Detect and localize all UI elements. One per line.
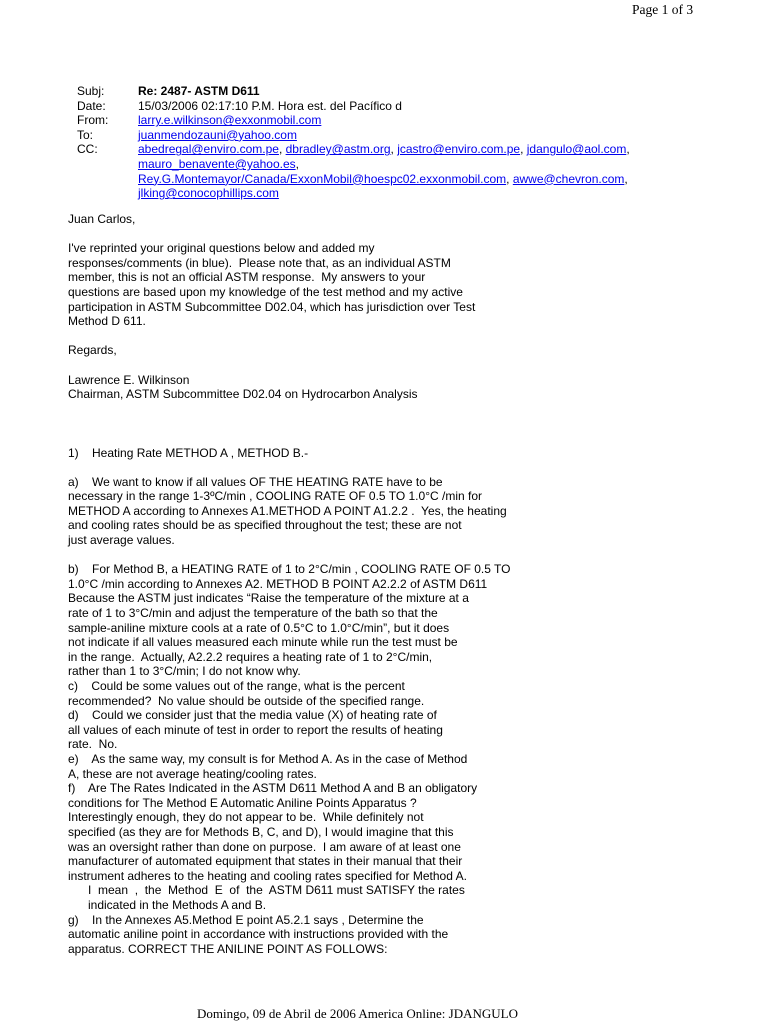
subject-value: Re: 2487- ASTM D611 xyxy=(138,84,260,98)
date-value: 15/03/2006 02:17:10 P.M. Hora est. del Pacífico d xyxy=(138,98,402,113)
text-line: necessary in the range 1-3ºC/min , COOLING RATE OF 0.5 TO 1.0°C /min for xyxy=(68,489,482,504)
cc-email-link[interactable]: abedregal@enviro.com.pe xyxy=(138,142,279,157)
cc-email-link[interactable]: jlking@conocophillips.com xyxy=(138,186,279,201)
page-number: Page 1 of 3 xyxy=(632,2,694,17)
greeting: Juan Carlos, xyxy=(68,212,136,226)
text-line: just average values. xyxy=(68,533,175,548)
email-header xyxy=(77,84,630,201)
regards: Regards, xyxy=(68,343,117,358)
text-line: b) For Method B, a HEATING RATE of 1 to 2°C/min , COOLING RATE OF 0.5 TO xyxy=(68,562,511,577)
text-line: questions are based upon my knowledge of the test method and my active xyxy=(68,284,463,299)
cc-email-link[interactable]: Rey.G.Montemayor/Canada/ExxonMobil@hoespc02.exxonmobil.com xyxy=(138,171,507,186)
questions-b-to-g xyxy=(68,562,548,956)
cc-list: abedregal@enviro.com.pe, dbradley@astm.org, jcastro@enviro.com.pe, jdangulo@aol.com, mauro_benavente@yahoo.es, Rey.G.Montemayor/Canada/ExxonMobil@hoespc02.exxonmobil.com, awwe@chevron.com, jlking@conocophillips.com xyxy=(138,142,630,201)
text-line: all values of each minute of test in order to report the results of heating xyxy=(68,722,443,737)
to-row xyxy=(77,128,630,143)
email-body xyxy=(68,212,548,956)
subject-row xyxy=(77,84,630,99)
section-title-text: 1) Heating Rate METHOD A , METHOD B.- xyxy=(68,445,309,460)
from-label: From: xyxy=(77,113,109,128)
footer-text: Domingo, 09 de Abril de 2006 America Online: JDANGULO xyxy=(197,1006,518,1021)
text-line: in the range. Actually, A2.2.2 requires a heating rate of 1 to 2°C/min, xyxy=(68,649,433,664)
text-line: rate of 1 to 3°C/min and adjust the temperature of the bath so that the xyxy=(68,606,438,621)
text-line: and cooling rates should be as specified throughout the test; these are not xyxy=(68,518,462,533)
cc-row xyxy=(77,142,630,200)
text-line: instrument adheres to the heating and cooling rates specified for Method A. xyxy=(68,868,467,883)
from-email-link[interactable]: larry.e.wilkinson@exxonmobil.com xyxy=(138,113,322,128)
text-line: rather than 1 to 3°C/min; I do not know why. xyxy=(68,664,301,679)
text-line: e) As the same way, my consult is for Method A. As in the case of Method xyxy=(68,751,468,766)
cc-label: CC: xyxy=(77,142,98,157)
text-line: c) Could be some values out of the range, what is the percent xyxy=(68,679,405,694)
cc-email-link[interactable]: jdangulo@aol.com xyxy=(526,142,627,157)
text-line: Interestingly enough, they do not appear to be. While definitely not xyxy=(68,810,424,825)
text-line: was an oversight rather than done on purpose. I am aware of at least one xyxy=(68,839,461,854)
text-line: responses/comments (in blue). Please note that, as an individual ASTM xyxy=(68,255,451,270)
text-line: not indicate if all values measured each minute while run the test must be xyxy=(68,635,458,650)
text-line: recommended? No value should be outside of the specified range. xyxy=(68,693,425,708)
signature-name: Lawrence E. Wilkinson xyxy=(68,372,190,387)
date-label: Date: xyxy=(77,98,106,113)
cc-email-link[interactable]: awwe@chevron.com xyxy=(512,171,625,186)
text-line: d) Could we consider just that the media value (X) of heating rate of xyxy=(68,708,437,723)
cc-email-link[interactable]: jcastro@enviro.com.pe xyxy=(397,142,521,157)
signature-block xyxy=(68,373,548,402)
text-line: member, this is not an official ASTM response. My answers to your xyxy=(68,270,426,285)
from-row xyxy=(77,113,630,128)
text-line: Method D 611. xyxy=(68,314,146,329)
text-line: g) In the Annexes A5.Method E point A5.2.1 says , Determine the xyxy=(68,912,424,927)
text-line: conditions for The Method E Automatic Aniline Points Apparatus ? xyxy=(68,795,417,810)
text-line: I've reprinted your original questions below and added my xyxy=(68,241,375,256)
text-line: I mean , the Method E of the ASTM D611 must SATISFY the rates xyxy=(68,883,465,898)
intro-paragraph xyxy=(68,241,548,329)
text-line: manufacturer of automated equipment that states in their manual that their xyxy=(68,854,463,869)
to-email-link[interactable]: juanmendozauni@yahoo.com xyxy=(138,127,297,142)
text-line: 1.0°C /min according to Annexes A2. METHOD B POINT A2.2.2 of ASTM D611 xyxy=(68,576,488,591)
text-line: A, these are not average heating/cooling rates. xyxy=(68,766,317,781)
subject-label: Subj: xyxy=(77,84,105,98)
text-line: apparatus. CORRECT THE ANILINE POINT AS FOLLOWS: xyxy=(68,941,388,956)
text-line: participation in ASTM Subcommittee D02.04, which has jurisdiction over Test xyxy=(68,299,476,314)
text-line: Because the ASTM just indicates “Raise the temperature of the mixture at a xyxy=(68,591,469,606)
text-line: a) We want to know if all values OF THE HEATING RATE have to be xyxy=(68,474,443,489)
section-title xyxy=(68,446,548,461)
text-line: f) Are The Rates Indicated in the ASTM D611 Method A and B an obligatory xyxy=(68,781,478,796)
cc-email-link[interactable]: dbradley@astm.org xyxy=(285,142,391,157)
signature-title: Chairman, ASTM Subcommittee D02.04 on Hydrocarbon Analysis xyxy=(68,387,418,402)
text-line: automatic aniline point in accordance with instructions provided with the xyxy=(68,927,449,942)
text-line: indicated in the Methods A and B. xyxy=(68,897,267,912)
question-a xyxy=(68,475,548,548)
cc-email-link[interactable]: mauro_benavente@yahoo.es xyxy=(138,156,296,171)
text-line: rate. No. xyxy=(68,737,118,752)
text-line: sample-aniline mixture cools at a rate of 0.5°C to 1.0°C/min”, but it does xyxy=(68,620,450,635)
text-line: METHOD A according to Annexes A1.METHOD A POINT A1.2.2 . Yes, the heating xyxy=(68,503,507,518)
text-line: specified (as they are for Methods B, C, and D), I would imagine that this xyxy=(68,824,454,839)
date-row xyxy=(77,99,630,114)
to-label: To: xyxy=(77,127,94,142)
